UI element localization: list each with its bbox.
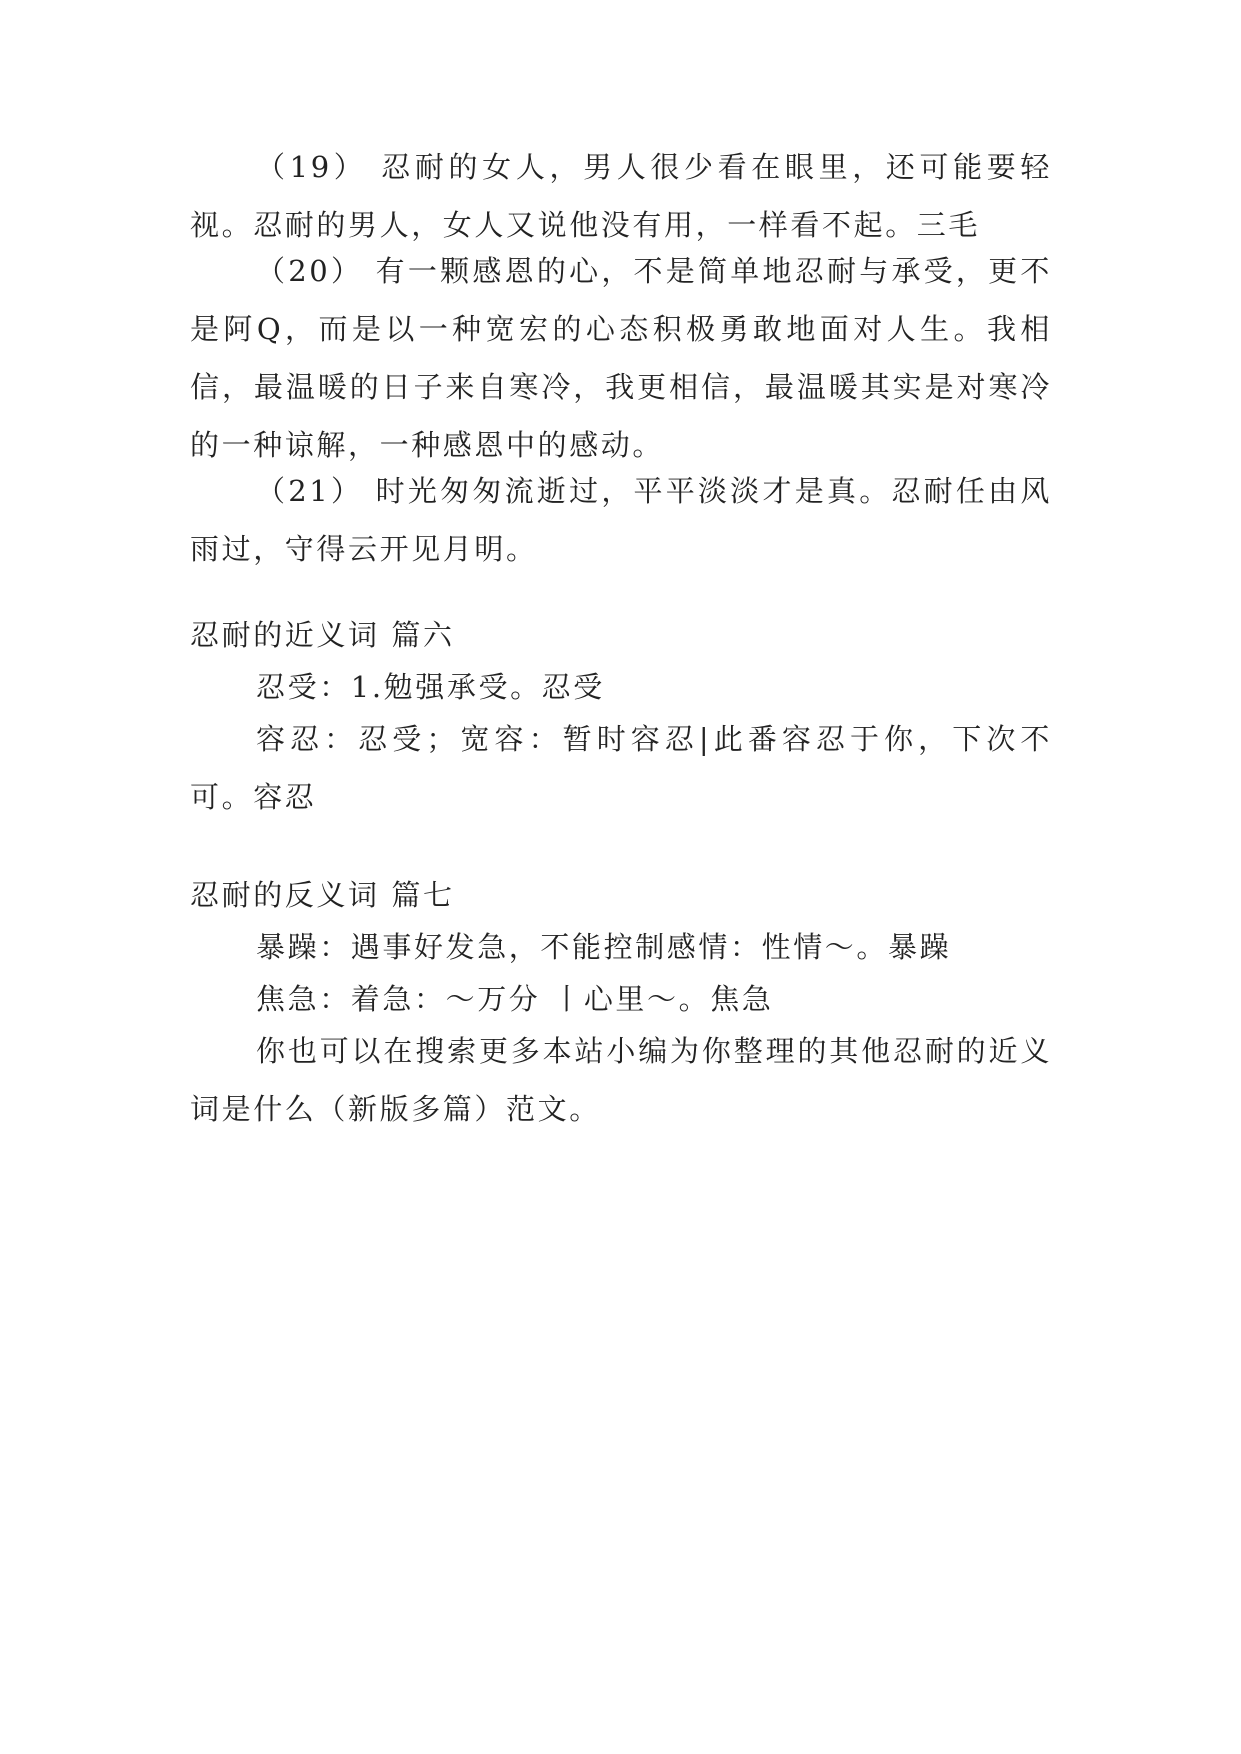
section-heading-antonyms: 忍耐的反义词 篇七: [190, 878, 455, 912]
synonym-entry-renshou: 忍受：1.勉强承受。忍受: [256, 670, 605, 704]
closing-paragraph: 你也可以在搜索更多本站小编为你整理的其他忍耐的近义词是什么（新版多篇）范文。: [190, 1034, 1052, 1126]
antonym-entry-jiaoji: 焦急：着急：～万分 丨心里～。焦急: [256, 982, 774, 1016]
paragraph-21: （21） 时光匆匆流逝过，平平淡淡才是真。忍耐任由风雨过，守得云开见月明。: [190, 474, 1052, 566]
synonym-entry-rongren: 容忍：忍受；宽容：暂时容忍|此番容忍于你，下次不可。容忍: [190, 722, 1052, 814]
paragraph-20: （20） 有一颗感恩的心，不是简单地忍耐与承受，更不是阿Q，而是以一种宽宏的心态积极勇敢地面对人生。我相信，最温暖的日子来自寒冷，我更相信，最温暖其实是对寒冷的一种谅解，一种感恩中的感动。: [190, 254, 1052, 462]
paragraph-19: （19） 忍耐的女人，男人很少看在眼里，还可能要轻视。忍耐的男人，女人又说他没有用，一样看不起。三毛: [190, 150, 1052, 242]
section-heading-synonyms: 忍耐的近义词 篇六: [190, 618, 455, 652]
antonym-entry-baozao: 暴躁：遇事好发急，不能控制感情：性情～。暴躁: [256, 930, 952, 964]
